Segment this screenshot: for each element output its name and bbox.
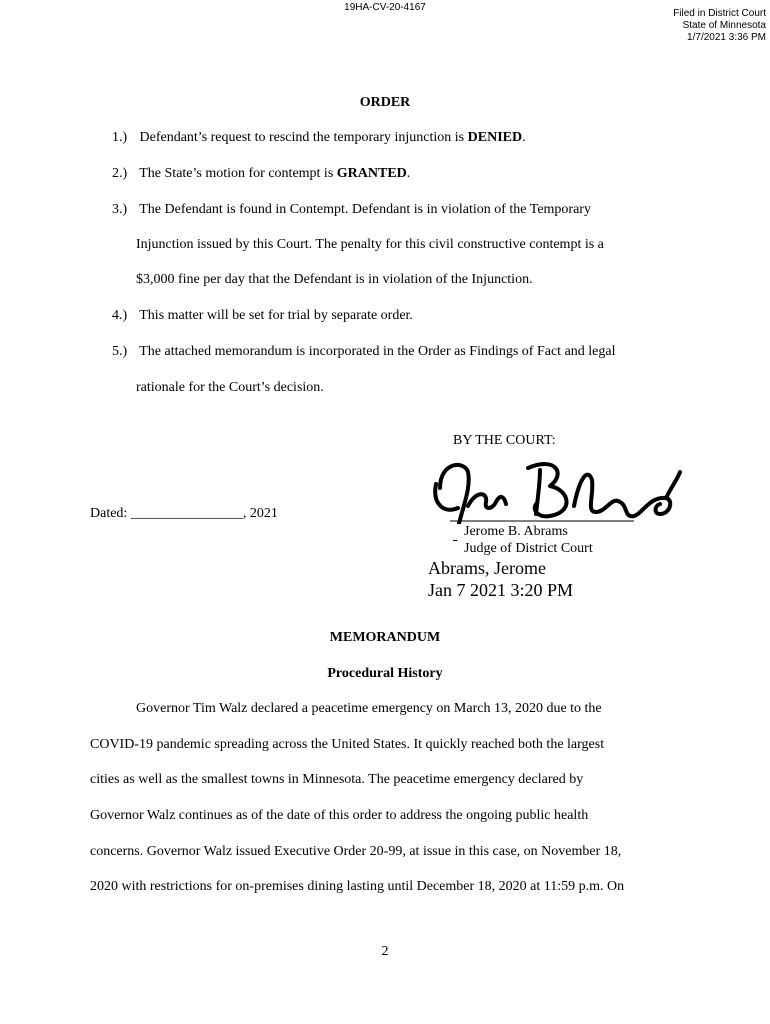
item-punct: . — [406, 166, 411, 181]
order-item-4 — [112, 308, 413, 324]
order-title: ORDER — [359, 95, 411, 110]
item-punct: . — [522, 130, 526, 145]
filing-stamp-line: 1/7/2021 3:36 PM — [687, 32, 766, 43]
esign-name: Abrams, Jerome — [428, 558, 546, 578]
judge-name: Jerome B. Abrams — [452, 524, 568, 540]
item-number: 1.) — [112, 130, 128, 145]
item-number: 5.) — [112, 344, 128, 359]
filing-stamp-line: Filed in District Court — [673, 8, 766, 19]
paragraph-line: concerns. Governor Walz issued Executive Order 20-99, at issue in this case, on November 18, — [90, 844, 622, 859]
item-number: 3.) — [112, 202, 128, 217]
order-item-3 — [112, 202, 591, 218]
item-text: The attached memorandum is incorporated in the Order as Findings of Fact and legal — [139, 344, 616, 359]
order-item-5 — [112, 344, 616, 360]
paragraph-line: COVID-19 pandemic spreading across the United States. It quickly reached both the largest — [90, 737, 605, 752]
dated-line: Dated: ________________, 2021 — [90, 506, 278, 521]
case-number: 19HA-CV-20-4167 — [344, 2, 426, 13]
procedural-history-heading: Procedural History — [327, 666, 443, 681]
by-the-court: BY THE COURT: — [453, 433, 556, 448]
order-item-5-line: rationale for the Court’s decision. — [136, 380, 324, 395]
order-item-3-line: $3,000 fine per day that the Defendant is in violation of the Injunction. — [136, 272, 533, 287]
page-number: 2 — [381, 944, 389, 959]
paragraph-line: Governor Tim Walz declared a peacetime emergency on March 13, 2020 due to the — [136, 701, 602, 716]
item-text: Defendant’s request to rescind the temporary injunction is — [139, 130, 468, 145]
item-number: 2.) — [112, 166, 128, 181]
judge-title: Judge of District Court — [452, 541, 593, 557]
order-item-2 — [112, 166, 410, 182]
filing-stamp-line: State of Minnesota — [682, 20, 766, 31]
memorandum-title: MEMORANDUM — [329, 630, 441, 645]
item-number: 4.) — [112, 308, 128, 323]
ruling-granted: GRANTED — [336, 166, 407, 181]
esign-date: Jan 7 2021 3:20 PM — [428, 580, 574, 600]
paragraph-line: 2020 with restrictions for on-premises dining lasting until December 18, 2020 at 11:59 p.m. On — [90, 879, 625, 894]
order-item-3-line: Injunction issued by this Court. The penalty for this civil constructive contempt is a — [136, 237, 604, 252]
item-text: The Defendant is found in Contempt. Defendant is in violation of the Temporary — [139, 202, 591, 217]
paragraph-line: Governor Walz continues as of the date of this order to address the ongoing public health — [90, 808, 589, 823]
item-text: This matter will be set for trial by separate order. — [139, 308, 413, 323]
ruling-denied: DENIED — [467, 130, 523, 145]
order-item-1 — [112, 130, 526, 146]
paragraph-line: cities as well as the smallest towns in Minnesota. The peacetime emergency declared by — [90, 772, 584, 787]
item-text: The State’s motion for contempt is — [139, 166, 337, 181]
filing-stamp — [673, 8, 766, 44]
